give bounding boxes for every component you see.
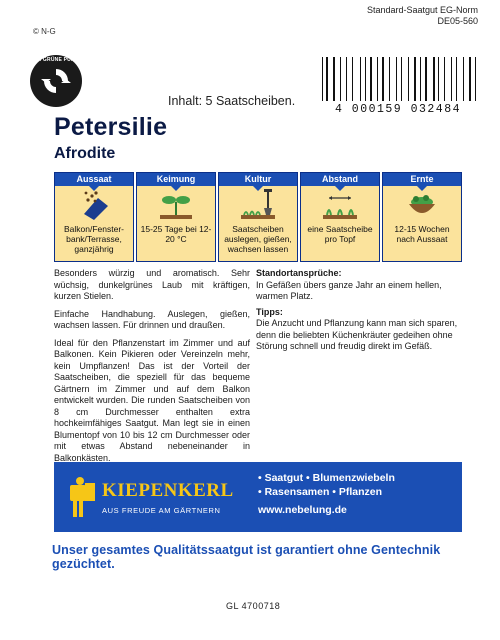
barcode-bar [331,57,332,101]
brand-line: • Saatgut • Blumenzwiebeln [258,472,395,484]
barcode-bar [460,57,462,101]
barcode-bar [417,57,418,101]
standard-line: Standard-Saatgut EG-Norm [366,5,478,15]
standard-note [367,5,478,27]
info-text: eine Saatscheibe pro Topf [307,224,373,244]
brand-tagline: AUS FREUDE AM GÄRTNERN [102,506,221,515]
brand-product-list [258,471,395,517]
gmo-free-guarantee: Unser gesamtes Qualitätssaatgut ist garantiert ohne Gentechnik gezüchtet. [52,543,441,571]
barcode-bar [365,57,366,101]
contents-note: Inhalt: 5 Saatscheiben. [168,94,296,108]
spacing-icon [320,188,360,222]
barcode-bar [368,57,369,101]
barcode-bar [360,57,361,101]
barcode-bar [444,57,445,101]
info-text: Balkon/Fenster-bank/Terrasse, ganzjährig [64,224,124,254]
kiepenkerl-figure-icon [66,475,98,521]
barcode-bar [382,57,384,101]
barcode-bar [389,57,390,101]
barcode-bar [420,57,421,101]
info-header: Abstand [301,173,379,186]
info-header: Kultur [219,173,297,186]
description-paragraph: Einfache Handhabung. Auslegen, gießen, wachsen lassen. Für drinnen und draußen. [54,308,250,330]
barcode-bar [475,57,476,101]
barcode-bars [316,57,480,101]
article-code: GL 4700718 [226,601,281,611]
brand-name: KIEPENKERL [102,480,234,501]
barcode-bar [322,57,323,101]
brand-url: www.nebelung.de [258,504,347,516]
barcode-bar [438,57,439,101]
brand-banner [54,462,462,532]
barcode-bar [478,57,479,101]
barcode-bar [405,57,407,101]
barcode-bar [326,57,327,101]
barcode-bar [333,57,335,101]
barcode-bar [433,57,435,101]
barcode-bar [379,57,380,101]
location-heading: Standortansprüche: [256,268,342,278]
barcode-bar [361,57,362,101]
barcode-bar [392,57,393,101]
barcode-bar [414,57,415,101]
info-header: Keimung [137,173,215,186]
barcode-bar [324,57,325,101]
barcode-bar [350,57,351,101]
barcode-bar [337,57,338,101]
info-text: 12-15 Wochen nach Aussaat [394,224,450,244]
brand-line: • Rasensamen • Pflanzen [258,486,383,498]
barcode-bar [352,57,353,101]
copyright: © N-G [33,27,56,36]
info-abstand [300,172,380,262]
barcode-bar [401,57,402,101]
barcode-bar [354,57,356,101]
info-keimung [136,172,216,262]
description-column [54,268,250,470]
barcode-bar [387,57,388,101]
growing-info-row [54,172,462,262]
description-paragraph: Ideal für den Pflanzenstart im Zimmer und auf Balkonen. Kein Pikieren oder Vereinzeln mehr, kein Umpflanzen! Das ist der Vorteil der Saatscheiben, die speziell für das bequeme Gärtnern im Zimmer und auf dem Balkon entwickelt wurden. Die runden Saatscheiben von 8 cm Durchmesser enthalten extra hochkeimfähiges Saatgut. Man legt sie in einen Blumentopf von 10 bis 12 cm Durchmesser oder mit etwas Abstand nebeneinander in Balkonkästen. [54,337,250,463]
barcode-bar [429,57,430,101]
barcode-bar [340,57,341,101]
info-header: Aussaat [55,173,133,186]
barcode-bar [469,57,470,101]
barcode-bar [453,57,454,101]
info-kultur [218,172,298,262]
barcode-bar [463,57,464,101]
barcode-bar [466,57,467,101]
barcode-bar [447,57,448,101]
info-text: Saatscheiben auslegen, gießen, wachsen lassen [224,224,292,254]
code-line: DE05-560 [437,16,478,26]
seed-bag-icon [74,188,114,222]
description-paragraph: Besonders würzig und aromatisch. Sehr wüchsig, dunkelgrünes Laub mit kräftigen, kurzen Stielen. [54,268,250,301]
info-header: Ernte [383,173,461,186]
barcode-bar [398,57,399,101]
info-text: 15-25 Tage bei 12-20 °C [140,224,212,244]
recycle-arrows-icon [40,65,72,97]
barcode-bar [436,57,437,101]
logo-text: DER GRÜNE PUNKT [30,57,82,63]
product-name: Petersilie [54,113,168,141]
advice-column [256,268,462,357]
gruener-punkt-logo [30,55,82,107]
barcode-bar [424,57,425,101]
location-text: In Gefäßen übers ganze Jahr an einem hellen, warmen Platz. [256,279,442,301]
barcode-bar [442,57,443,101]
barcode-bar [346,57,347,101]
product-variety: Afrodite [54,145,116,162]
barcode-bar [456,57,457,101]
tips-text: Die Anzucht und Pflanzung kann man sich sparen, denn die beliebten Küchenkräuter gedeihen ohne Störung schnell und freudig direkt im Gefäß. [256,318,458,351]
tips-heading: Tipps: [256,306,283,317]
barcode [316,57,480,119]
spade-icon [238,188,278,222]
barcode-bar [451,57,452,101]
info-aussaat [54,172,134,262]
info-ernte [382,172,462,262]
barcode-bar [410,57,411,101]
barcode-bar [408,57,409,101]
barcode-bar [342,57,343,101]
barcode-number: 4 000159 032484 [334,103,462,116]
barcode-bar [396,57,397,101]
kiepenkerl-logo [66,475,266,521]
barcode-bar [374,57,375,101]
barcode-bar [425,57,426,101]
barcode-bar [370,57,371,101]
barcode-bar [377,57,378,101]
barcode-bar [472,57,473,101]
seedling-icon [156,188,196,222]
harvest-bowl-icon [402,188,442,222]
